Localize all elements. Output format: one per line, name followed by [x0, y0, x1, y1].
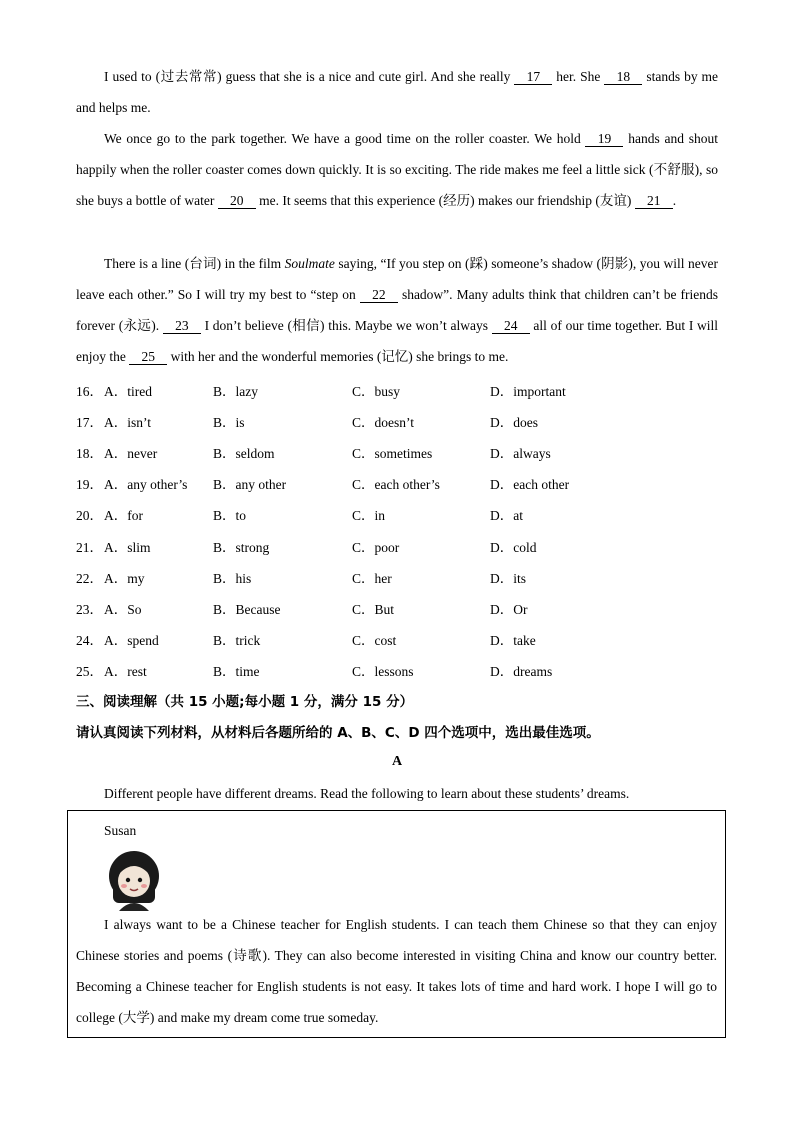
- passage-paragraph-1: [76, 61, 718, 123]
- option-b[interactable]: B．trick: [213, 633, 261, 648]
- question-number: 17．: [76, 415, 103, 430]
- option-d[interactable]: D．important: [490, 384, 566, 399]
- option-a[interactable]: A．So: [104, 602, 142, 617]
- option-c[interactable]: C．each other’s: [352, 477, 440, 492]
- option-c[interactable]: C．doesn’t: [352, 415, 415, 430]
- question-19: [76, 466, 718, 497]
- question-24: [76, 622, 718, 653]
- option-a[interactable]: A．tired: [104, 384, 152, 399]
- option-b[interactable]: B．lazy: [213, 384, 258, 399]
- option-a[interactable]: A．rest: [104, 664, 147, 679]
- passage-paragraph-2: [76, 123, 718, 216]
- option-b[interactable]: B．his: [213, 571, 252, 586]
- option-a[interactable]: A．isn’t: [104, 415, 152, 430]
- blank-19: 19: [585, 131, 623, 147]
- question-number: 18．: [76, 446, 103, 461]
- text: I don’t believe (相信) this. Maybe we won’t always: [204, 318, 488, 333]
- option-a[interactable]: A．my: [104, 571, 145, 586]
- question-number: 16．: [76, 384, 103, 399]
- section-title: 三、阅读理解（共 15 小题;每小题 1 分，满分 15 分）: [76, 694, 414, 710]
- text: me. It seems that this experience (经历) makes our friendship (友谊): [259, 193, 632, 208]
- question-20: [76, 497, 718, 528]
- blank-24: 24: [492, 318, 530, 334]
- option-d[interactable]: D．cold: [490, 540, 537, 555]
- student-dream-box: [67, 810, 726, 1038]
- section-instruction: 请认真阅读下列材料，从材料后各题所给的 A、B、C、D 四个选项中，选出最佳选项。: [76, 725, 600, 741]
- question-number: 20．: [76, 508, 103, 523]
- option-d[interactable]: D．take: [490, 633, 536, 648]
- option-c[interactable]: C．cost: [352, 633, 397, 648]
- option-d[interactable]: D．each other: [490, 477, 570, 492]
- question-16: [76, 373, 718, 404]
- question-number: 21．: [76, 540, 103, 555]
- option-d[interactable]: D．its: [490, 571, 527, 586]
- option-b[interactable]: B．time: [213, 664, 260, 679]
- girl-avatar-icon: [105, 849, 163, 911]
- question-18: [76, 435, 718, 466]
- option-c[interactable]: C．her: [352, 571, 392, 586]
- option-a[interactable]: A．any other’s: [104, 477, 188, 492]
- reading-intro: Different people have different dreams. Read the following to learn about these students’ dreams.: [104, 786, 630, 801]
- text: hands and shout happily when the roller coaster comes down quickly. It is so exciting. The ride makes me feel a little sick (不舒服), so she buys a bottle of water: [76, 131, 719, 208]
- option-b[interactable]: B．to: [213, 508, 247, 523]
- text: We once go to the park together. We have a good time on the roller coaster. We hold: [104, 131, 581, 146]
- blank-17: 17: [514, 69, 552, 85]
- option-c[interactable]: C．lessons: [352, 664, 414, 679]
- student-dream-text: I always want to be a Chinese teacher for English students. I can teach them Chinese so that they can enjoy Chinese stories and poems (诗歌). They can also become interested in visiting China and know our country better. Becoming a Chinese teacher for English students is not easy. It takes lots of time and hard work. I hope I will go to college (大学) and make my dream come true someday.: [76, 917, 717, 1025]
- option-b[interactable]: B．strong: [213, 540, 270, 555]
- passage-paragraph-3: [76, 248, 718, 372]
- option-a[interactable]: A．never: [104, 446, 158, 461]
- text: shadow”. Many adults think that children can’t be friends forever (永远).: [76, 287, 719, 333]
- question-23: [76, 591, 718, 622]
- text: her. She: [556, 69, 601, 84]
- option-d[interactable]: D．dreams: [490, 664, 553, 679]
- student-name: Susan: [104, 823, 137, 838]
- option-c[interactable]: C．sometimes: [352, 446, 433, 461]
- question-number: 25．: [76, 664, 103, 679]
- option-a[interactable]: A．spend: [104, 633, 159, 648]
- question-25: [76, 653, 718, 684]
- option-b[interactable]: B．seldom: [213, 446, 275, 461]
- option-d[interactable]: D．always: [490, 446, 551, 461]
- option-c[interactable]: C．in: [352, 508, 386, 523]
- text: saying, “If you step on (踩) someone’s shadow (阴影), you will never leave each other.” So I will try my best to “step on: [76, 256, 719, 302]
- text: stands by me and helps me.: [76, 69, 719, 115]
- option-c[interactable]: C．But: [352, 602, 395, 617]
- option-a[interactable]: A．for: [104, 508, 143, 523]
- option-c[interactable]: C．poor: [352, 540, 400, 555]
- question-number: 24．: [76, 633, 103, 648]
- blank-23: 23: [163, 318, 201, 334]
- text: There is a line (台词) in the film: [104, 256, 282, 271]
- option-d[interactable]: D．at: [490, 508, 523, 523]
- text: with her and the wonderful memories (记忆) she brings to me.: [170, 349, 509, 364]
- option-b[interactable]: B．is: [213, 415, 245, 430]
- question-17: [76, 404, 718, 435]
- blank-22: 22: [360, 287, 398, 303]
- option-d[interactable]: D．does: [490, 415, 538, 430]
- text: all of our time together. But I will enjoy the: [76, 318, 719, 364]
- question-number: 22．: [76, 571, 103, 586]
- passage-label: A: [391, 754, 403, 769]
- film-title: Soulmate: [284, 256, 335, 271]
- blank-21: 21: [635, 193, 673, 209]
- option-b[interactable]: B．any other: [213, 477, 287, 492]
- question-21: [76, 529, 718, 560]
- blank-25: 25: [129, 349, 167, 365]
- blank-18: 18: [604, 69, 642, 85]
- text: I used to (过去常常) guess that she is a nice and cute girl. And she really: [104, 69, 511, 84]
- option-c[interactable]: C．busy: [352, 384, 401, 399]
- blank-20: 20: [218, 193, 256, 209]
- question-22: [76, 560, 718, 591]
- option-d[interactable]: D．Or: [490, 602, 528, 617]
- text: .: [672, 193, 677, 208]
- option-b[interactable]: B．Because: [213, 602, 281, 617]
- question-number: 23．: [76, 602, 103, 617]
- question-number: 19．: [76, 477, 103, 492]
- option-a[interactable]: A．slim: [104, 540, 151, 555]
